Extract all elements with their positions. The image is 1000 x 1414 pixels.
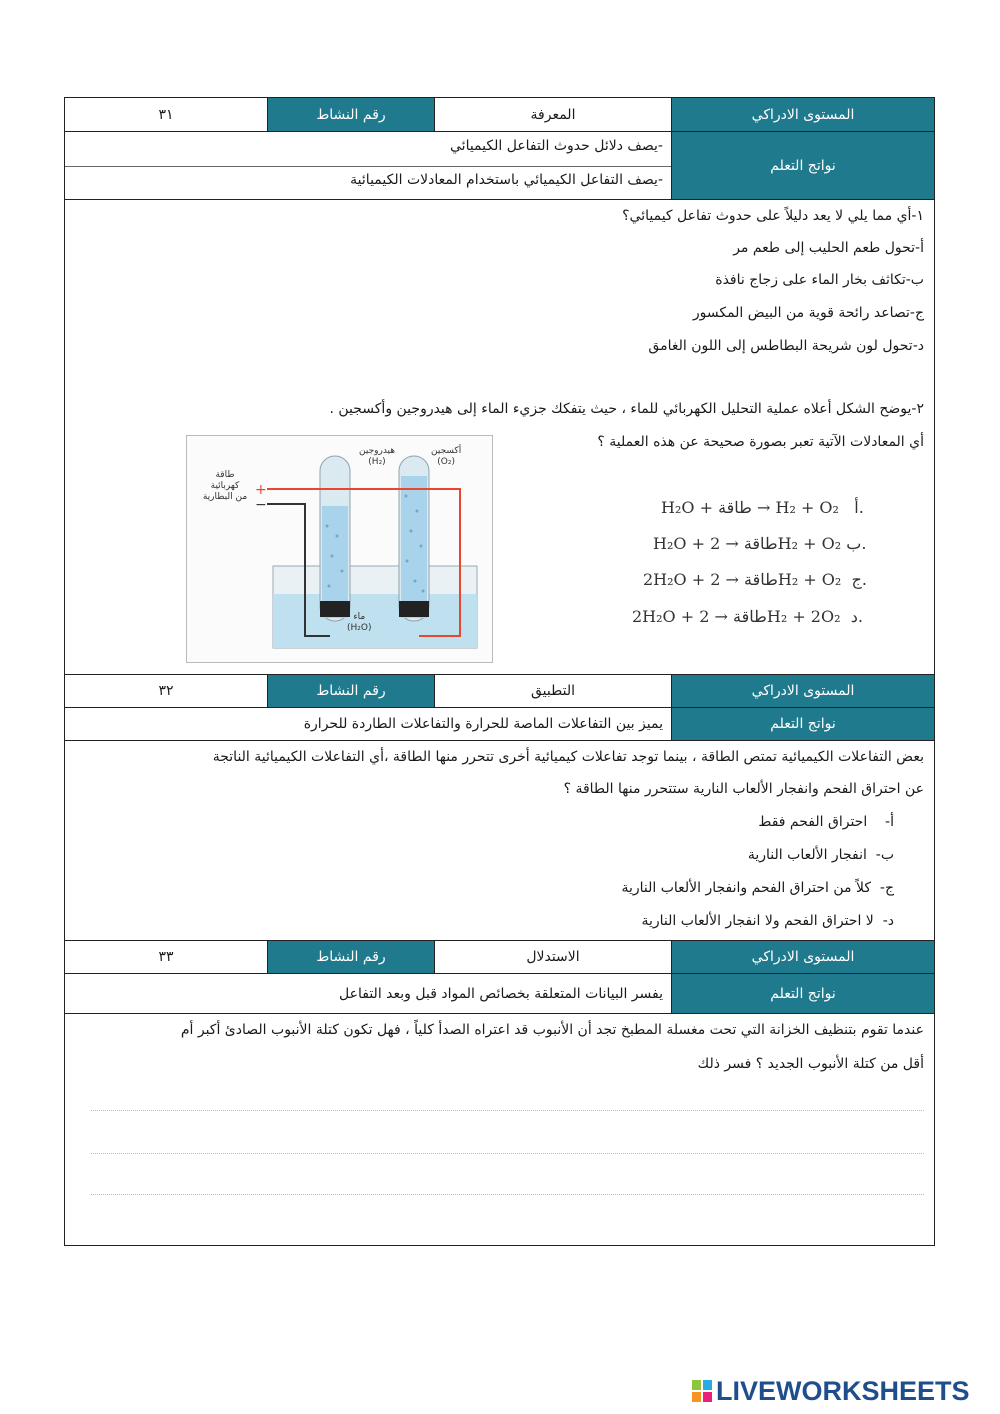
worksheet-table (64, 97, 935, 1246)
equation-c: 2H₂O + طاقة → 2H₂ + O₂ ج. (643, 570, 867, 589)
question-1-option-d: د-تحول لون شريحة البطاطس إلى اللون الغامق (648, 338, 924, 354)
question-2-subprompt: أي المعادلات الآتية تعبر بصورة صحيحة عن هذه العملية ؟ (597, 434, 924, 450)
outcome-line: يميز بين التفاعلات الماصة للحرارة والتفاعلات الطاردة للحرارة (303, 716, 663, 732)
answer-line-1[interactable] (91, 1110, 924, 1111)
activity-number-value: ٣١ (158, 106, 174, 123)
svg-text:−: − (255, 497, 267, 513)
equation-a: H₂O + طاقة → H₂ + O₂ أ. (661, 498, 864, 517)
activity-number-label: رقم النشاط (267, 941, 434, 973)
section-32-outcomes (65, 708, 934, 741)
question-1-option-a: أ-تحول طعم الحليب إلى طعم مر (733, 240, 924, 256)
water-formula: (H₂O) (347, 623, 372, 633)
svg-text:+: + (255, 482, 267, 498)
question-33-line-2: أقل من كتلة الأنبوب الجديد ؟ فسر ذلك (697, 1056, 924, 1072)
energy-label-2: كهربائية (210, 481, 240, 491)
activity-number-label: رقم النشاط (267, 98, 434, 131)
question-32-option-b: ب- انفجار الألعاب النارية (747, 847, 894, 863)
equation-d: 2H₂O + طاقة → 2H₂ + 2O₂ د. (632, 607, 863, 626)
activity-number-value: ٣٢ (158, 683, 174, 699)
question-32-option-a: أ- احتراق الفحم فقط (758, 814, 894, 830)
outcomes-label: نواتج التعلم (671, 708, 934, 740)
activity-number-label: رقم النشاط (267, 675, 434, 707)
energy-label-1: طاقة (215, 470, 235, 480)
answer-line-3[interactable] (91, 1194, 924, 1195)
level-label: المستوى الادراكي (671, 941, 934, 973)
oxygen-label: أكسجين (431, 446, 462, 456)
activity-number-value: ٣٣ (158, 949, 174, 965)
outcomes-label: نواتج التعلم (671, 974, 934, 1013)
outcome-line: -يصف دلائل حدوث التفاعل الكيميائي (450, 138, 663, 154)
electrolysis-figure (186, 435, 493, 663)
oxygen-formula: (O₂) (437, 457, 455, 467)
question-32-option-c: ج- كلاً من احتراق الفحم وانفجار الألعاب النارية (621, 880, 894, 896)
outcome-line: يفسر البيانات المتعلقة بخصائص المواد قبل وبعد التفاعل (339, 985, 663, 1002)
question-2-prompt: ٢-يوضح الشكل أعلاه عملية التحليل الكهربائي للماء ، حيث يتفكك جزيء الماء إلى هيدروجين وأكسجين . (329, 401, 924, 417)
logo-text: LIVEWORKSHEETS (716, 1376, 970, 1406)
section-31-outcomes (65, 132, 934, 200)
question-1-option-c: ج-تصاعد رائحة قوية من البيض المكسور (692, 305, 924, 321)
question-32-option-d: د- لا احتراق الفحم ولا انفجار الألعاب النارية (641, 913, 894, 929)
question-32-line-2: عن احتراق الفحم وانفجار الألعاب النارية ستتحرر منها الطاقة ؟ (563, 781, 924, 797)
energy-label-3: من البطارية (202, 492, 248, 502)
question-32-line-1: بعض التفاعلات الكيميائية تمتص الطاقة ، بينما توجد تفاعلات كيميائية أخرى تتحرر منها الطاقة ،أي التفاعلات الكيميائية الناتجة (212, 749, 924, 765)
hydrogen-formula: (H₂) (368, 457, 386, 467)
level-value: المعرفة (434, 98, 671, 131)
outcomes-text (65, 132, 671, 199)
section-33-header (65, 940, 934, 974)
level-value: الاستدلال (434, 941, 671, 973)
answer-line-2[interactable] (91, 1153, 924, 1154)
logo-icon (692, 1380, 712, 1402)
water-label: ماء (353, 612, 366, 622)
liveworksheets-logo (692, 1376, 988, 1406)
level-label: المستوى الادراكي (671, 675, 934, 707)
outcome-line: -يصف التفاعل الكيميائي باستخدام المعادلات الكيميائية (350, 172, 663, 188)
section-33-outcomes (65, 974, 934, 1014)
section-31-header (65, 98, 934, 132)
level-label: المستوى الادراكي (671, 98, 934, 131)
outcomes-label: نواتج التعلم (671, 132, 934, 199)
question-1-option-b: ب-تكاثف بخار الماء على زجاج نافذة (715, 272, 924, 288)
hydrogen-label: هيدروجين (359, 446, 396, 456)
question-33-line-1: عندما تقوم بتنظيف الخزانة التي تحت مغسلة المطبخ تجد أن الأنبوب قد اعتراه الصدأ كلياً ، فهل تكون كتلة الأنبوب الصادئ أكبر أم (180, 1022, 924, 1038)
question-1-prompt: ١-أي مما يلي لا يعد دليلاً على حدوث تفاعل كيميائي؟ (622, 208, 924, 224)
equation-b: H₂O + طاقة → 2H₂ + O₂ ب. (653, 534, 867, 553)
level-value: التطبيق (434, 675, 671, 707)
section-32-header (65, 674, 934, 708)
